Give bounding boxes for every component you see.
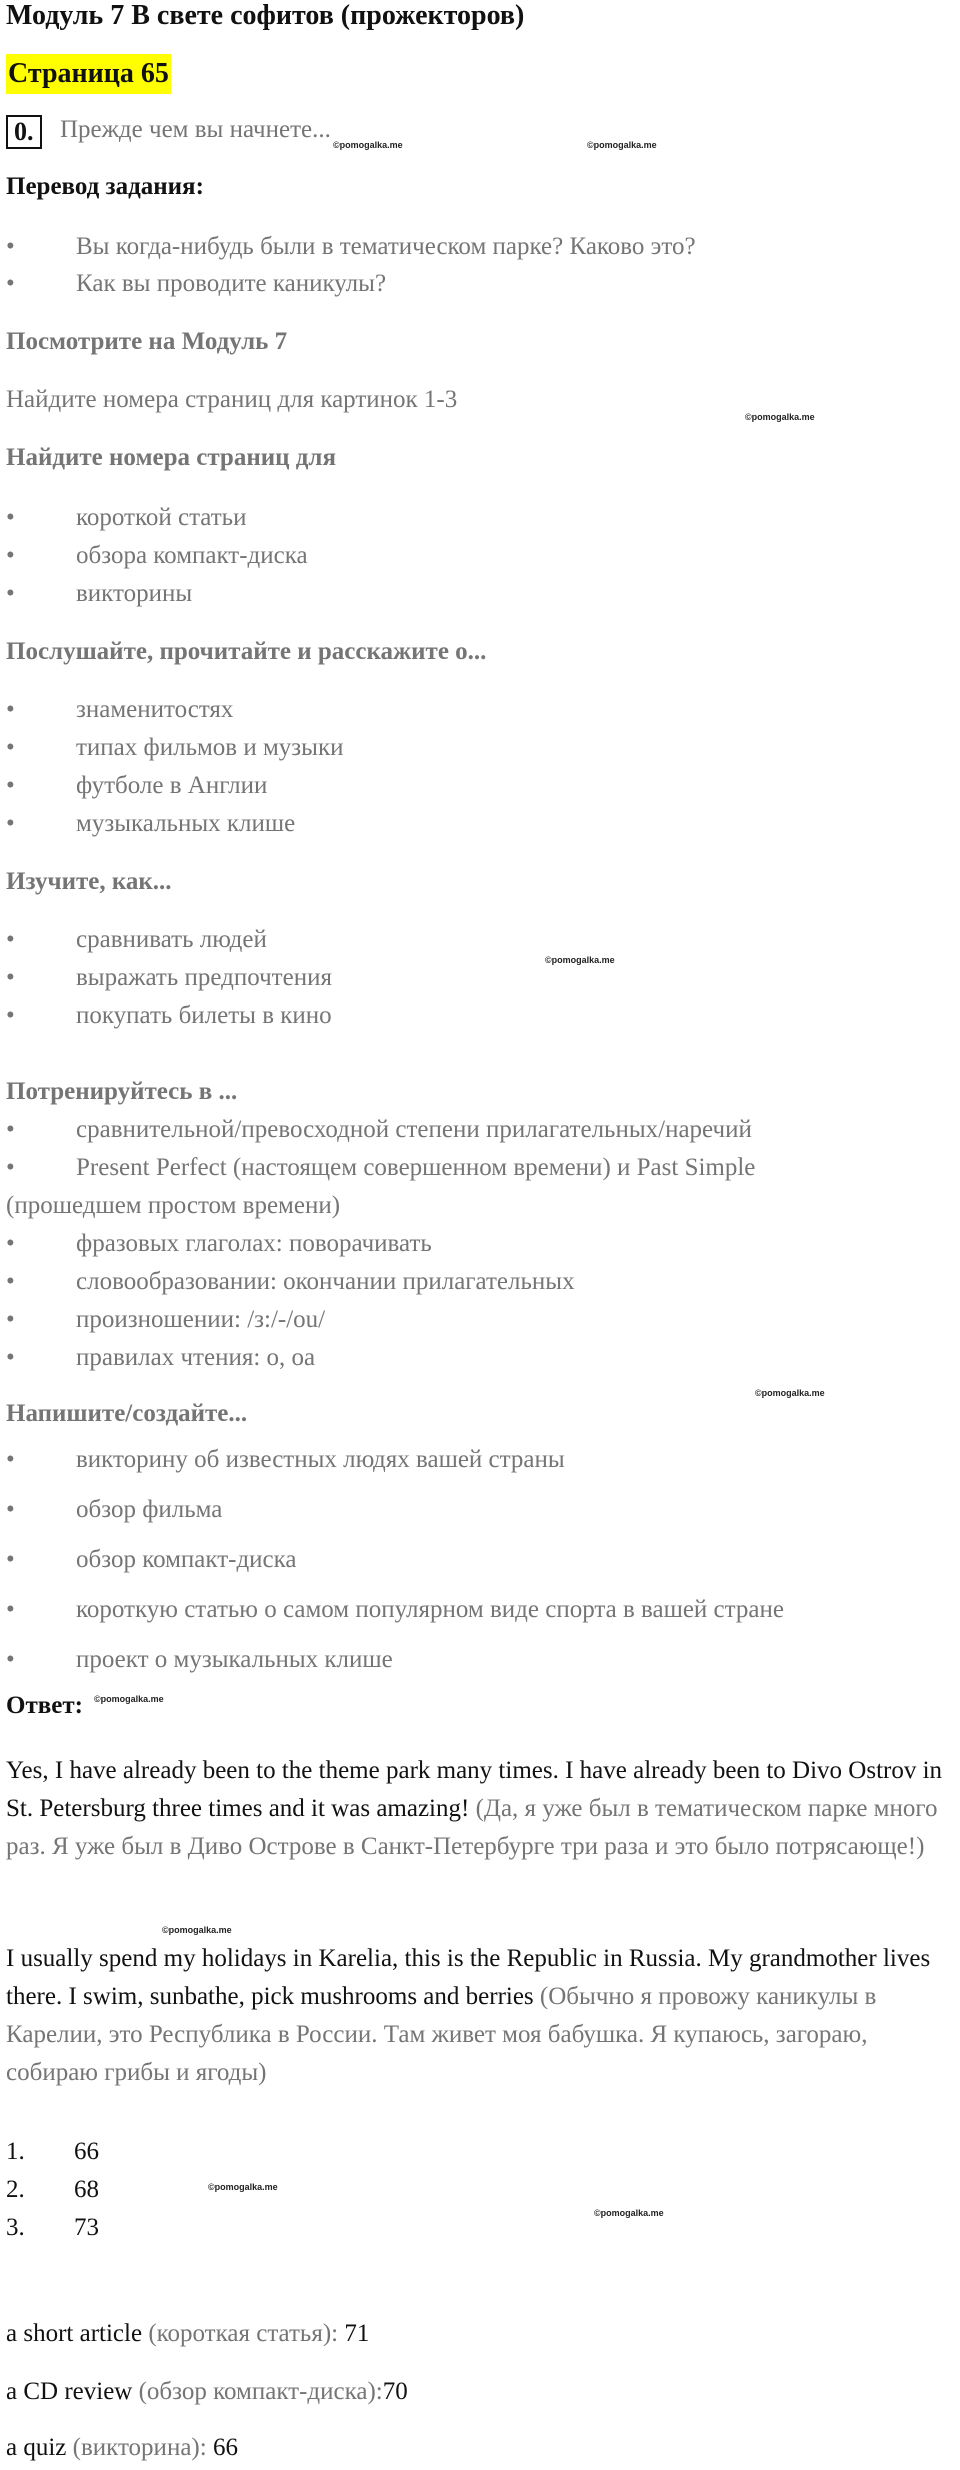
intro-text: Прежде чем вы начнете... — [60, 116, 331, 143]
watermark: ©pomogalka.me — [755, 1388, 825, 1398]
bullet-marker: • — [6, 734, 15, 761]
watermark: ©pomogalka.me — [594, 2208, 664, 2218]
answer-paragraph-1 — [6, 1752, 956, 1866]
bullet-marker: • — [6, 1446, 15, 1473]
pair-value: 71 — [344, 2320, 370, 2347]
bullet-marker: • — [6, 542, 15, 569]
list-item: обзор компакт-диска — [76, 1546, 297, 1573]
bullet-marker: • — [6, 1116, 15, 1143]
bullet-marker: • — [6, 1230, 15, 1257]
bullet-marker: • — [6, 1646, 15, 1673]
pair-translation: (викторина): — [72, 2434, 207, 2461]
list-item: Present Perfect (настоящем совершенном времени) и Past Simple — [76, 1154, 756, 1181]
list-item: проект о музыкальных клише — [76, 1646, 393, 1673]
bullet-marker: • — [6, 1344, 15, 1371]
list-item: сравнивать людей — [76, 926, 267, 953]
bullet-marker: • — [6, 1596, 15, 1623]
pair-value: 66 — [212, 2434, 238, 2461]
numbered-item-value: 68 — [74, 2176, 99, 2203]
list-item: сравнительной/превосходной степени прилагательных/наречий — [76, 1116, 752, 1143]
answer-paragraph-2 — [6, 1940, 956, 2092]
section-heading: Потренируйтесь в ... — [6, 1078, 238, 1105]
list-item: типах фильмов и музыки — [76, 734, 344, 761]
list-item: покупать билеты в кино — [76, 1002, 332, 1029]
bullet-marker: • — [6, 772, 15, 799]
answer-english: I usually spend my holidays in Karelia, this is the Republic in Russia. My grandmother lives there. I swim, sunbathe, pick mushrooms and berries — [6, 1945, 931, 2010]
answer-pair — [6, 2320, 369, 2348]
section-heading: Послушайте, прочитайте и расскажите о... — [6, 638, 487, 665]
watermark: ©pomogalka.me — [333, 140, 403, 150]
bullet-marker: • — [6, 696, 15, 723]
pair-translation: (короткая статья): — [148, 2320, 339, 2347]
list-item: Вы когда-нибудь были в тематическом парке? Каково это? — [76, 233, 696, 260]
pair-english: a CD review — [6, 2378, 133, 2405]
pair-english: a short article — [6, 2320, 143, 2347]
bullet-marker: • — [6, 504, 15, 531]
watermark: ©pomogalka.me — [545, 955, 615, 965]
bullet-marker: • — [6, 1002, 15, 1029]
list-item: викторины — [76, 580, 193, 607]
bullet-marker: • — [6, 1154, 15, 1181]
bullet-marker: • — [6, 233, 15, 260]
list-item: короткой статьи — [76, 504, 247, 531]
section-heading: Посмотрите на Модуль 7 — [6, 328, 288, 355]
list-item-continuation: (прошедшем простом времени) — [6, 1192, 341, 1219]
list-item: Как вы проводите каникулы? — [76, 270, 387, 297]
watermark: ©pomogalka.me — [208, 2182, 278, 2192]
answer-english: Yes, I have already been to the theme park many times. I have already been to Divo Ostrov in St. Petersburg three times and it was amazing! — [6, 1757, 943, 1822]
bullet-marker: • — [6, 580, 15, 607]
list-item: викторину об известных людях вашей страны — [76, 1446, 565, 1473]
bullet-marker: • — [6, 270, 15, 297]
section-heading: Изучите, как... — [6, 868, 172, 895]
list-item: словообразовании: окончании прилагательных — [76, 1268, 575, 1295]
list-item: правилах чтения: о, оа — [76, 1344, 316, 1371]
page-title: Модуль 7 В свете софитов (прожекторов) — [6, 0, 525, 31]
answer-translation: (Обычно я провожу каникулы в Карелии, это Республика в России. Там живет моя бабушка. Я купаюсь, загораю, собираю грибы и ягоды) — [6, 1983, 877, 2086]
bullet-marker: • — [6, 926, 15, 953]
answer-heading: Ответ: — [6, 1692, 83, 1719]
bullet-marker: • — [6, 1306, 15, 1333]
section-heading: Напишите/создайте... — [6, 1400, 248, 1427]
numbered-item-value: 73 — [74, 2214, 99, 2241]
bullet-marker: • — [6, 964, 15, 991]
watermark: ©pomogalka.me — [587, 140, 657, 150]
list-item: фразовых глаголах: поворачивать — [76, 1230, 432, 1257]
bullet-marker: • — [6, 1496, 15, 1523]
list-item: знаменитостях — [76, 696, 234, 723]
answer-pair — [6, 2378, 408, 2406]
pair-english: a quiz — [6, 2434, 67, 2461]
bullet-marker: • — [6, 1268, 15, 1295]
section-heading: Найдите номера страниц для — [6, 444, 336, 471]
list-item: обзор фильма — [76, 1496, 223, 1523]
bullet-marker: • — [6, 810, 15, 837]
list-item: музыкальных клише — [76, 810, 296, 837]
watermark: ©pomogalka.me — [745, 412, 815, 422]
watermark: ©pomogalka.me — [162, 1925, 232, 1935]
numbered-item-label: 1. — [6, 2138, 25, 2165]
list-item: обзора компакт-диска — [76, 542, 308, 569]
find-pages-text: Найдите номера страниц для картинок 1-3 — [6, 386, 458, 413]
task-number: 0. — [6, 115, 42, 149]
watermark: ©pomogalka.me — [94, 1694, 164, 1704]
list-item: выражать предпочтения — [76, 964, 332, 991]
list-item: произношении: /з:/-/ou/ — [76, 1306, 326, 1333]
pair-value: 70 — [382, 2378, 408, 2405]
numbered-item-value: 66 — [74, 2138, 99, 2165]
numbered-item-label: 3. — [6, 2214, 25, 2241]
answer-translation: (Да, я уже был в тематическом парке много раз. Я уже был в Диво Острове в Санкт-Петербурге три раза и это было потрясающе!) — [6, 1795, 938, 1860]
translation-heading: Перевод задания: — [6, 173, 204, 200]
list-item: короткую статью о самом популярном виде спорта в вашей стране — [76, 1596, 784, 1623]
answer-pair — [6, 2434, 238, 2462]
list-item: футболе в Англии — [76, 772, 268, 799]
bullet-marker: • — [6, 1546, 15, 1573]
page-subtitle: Страница 65 — [6, 54, 171, 94]
numbered-item-label: 2. — [6, 2176, 25, 2203]
pair-translation: (обзор компакт-диска): — [138, 2378, 383, 2405]
